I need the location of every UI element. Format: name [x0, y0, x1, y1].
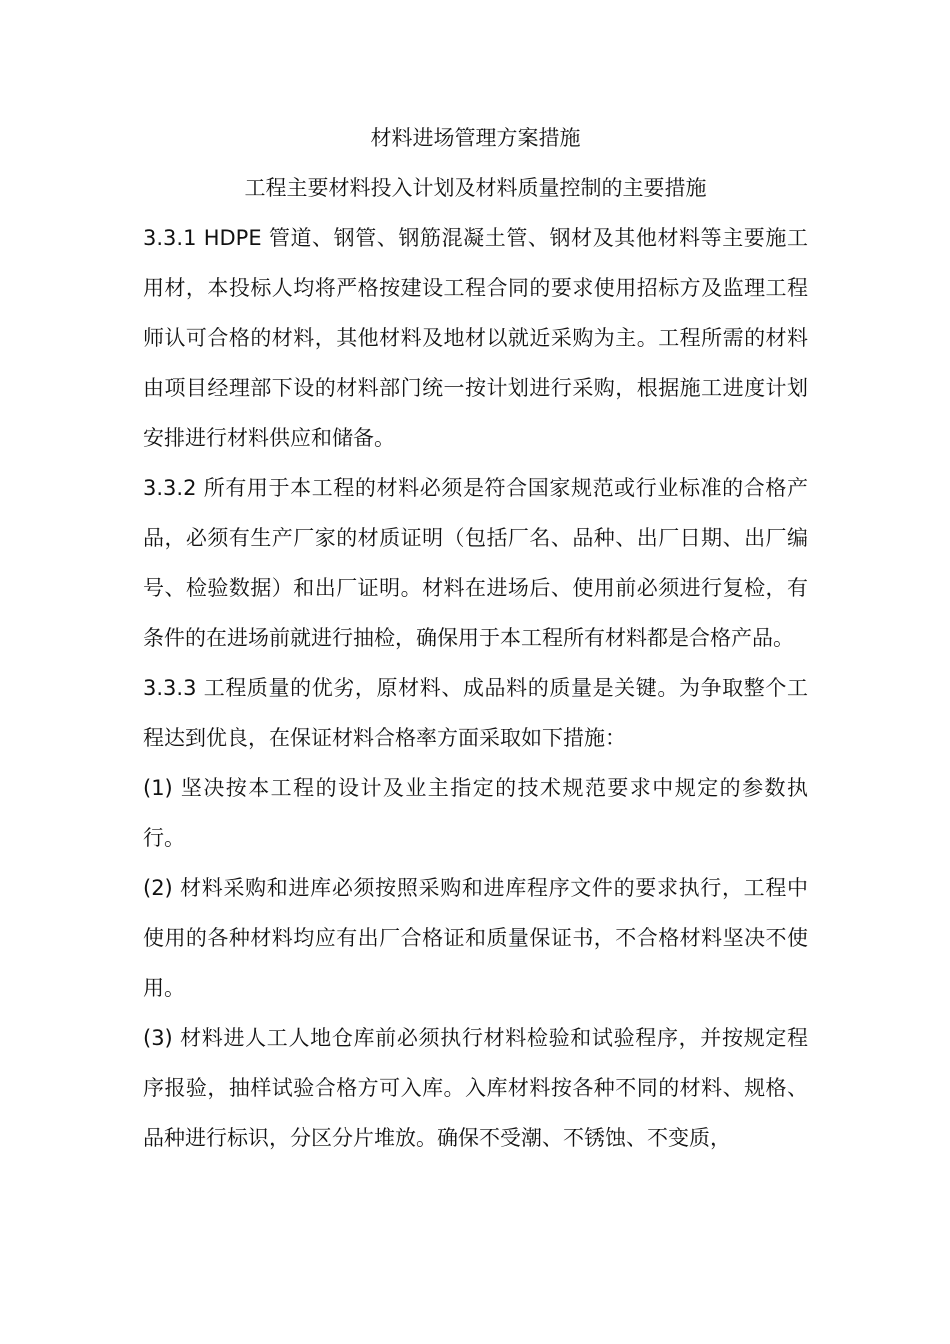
document-subtitle: 工程主要材料投入计划及材料质量控制的主要措施 [244, 176, 707, 200]
paragraph-item-1: (1) 坚决按本工程的设计及业主指定的技术规范要求中规定的参数执行。 [143, 776, 808, 850]
paragraph-3-3-1: 3.3.1 HDPE 管道、钢管、钢筋混凝土管、钢材及其他材料等主要施工用材，本投标人均将严格按建设工程合同的要求使用招标方及监理工程师认可合格的材料，其他材料及地材以就近采购为主。工程所需的材料由项目经理部下设的材料部门统一按计划进行采购，根据施工进度计划安排进行材料供应和储备。 [143, 226, 808, 450]
document-title: 材料进场管理方案措施 [370, 126, 581, 150]
paragraph-item-3: (3) 材料进人工人地仓库前必须执行材料检验和试验程序，并按规定程序报验，抽样试验合格方可入库。入库材料按各种不同的材料、规格、品种进行标识，分区分片堆放。确保不受潮、不锈蚀、不变质， [143, 1026, 808, 1150]
paragraph-3-3-3: 3.3.3 工程质量的优劣，原材料、成品料的质量是关键。为争取整个工程达到优良，在保证材料合格率方面采取如下措施： [143, 676, 808, 750]
paragraph-item-2: (2) 材料采购和进库必须按照采购和进库程序文件的要求执行，工程中使用的各种材料均应有出厂合格证和质量保证书，不合格材料坚决不使用。 [143, 876, 808, 1000]
paragraph-3-3-2: 3.3.2 所有用于本工程的材料必须是符合国家规范或行业标准的合格产品，必须有生产厂家的材质证明（包括厂名、品种、出厂日期、出厂编号、检验数据）和出厂证明。材料在进场后、使用前必须进行复检，有条件的在进场前就进行抽检，确保用于本工程所有材料都是合格产品。 [143, 476, 808, 650]
document-body [143, 113, 808, 1163]
